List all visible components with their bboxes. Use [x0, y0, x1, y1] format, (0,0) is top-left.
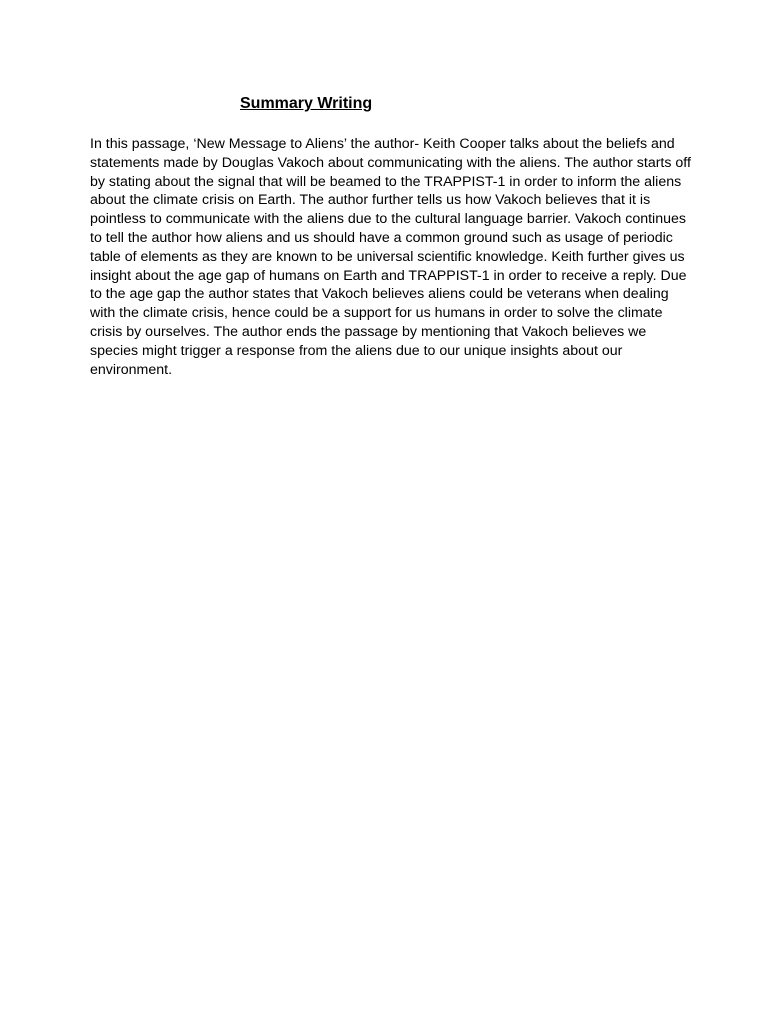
- paragraph-line: insight about the age gap of humans on Earth and TRAPPIST-1 in order to receive a reply. Due: [90, 267, 687, 284]
- paragraph-line: about the climate crisis on Earth. The author further tells us how Vakoch believes that it is: [90, 192, 651, 209]
- paragraph-line: statements made by Douglas Vakoch about communicating with the aliens. The author starts off: [90, 154, 691, 171]
- paragraph-line: In this passage, ‘New Message to Aliens’ the author- Keith Cooper talks about the beliefs and: [90, 136, 675, 152]
- document-title: Summary Writing: [240, 95, 373, 112]
- paragraph-line: table of elements as they are known to be universal scientific knowledge. Keith further gives us: [90, 248, 685, 265]
- summary-paragraph: [90, 135, 691, 379]
- paragraph-line: environment.: [90, 361, 173, 378]
- paragraph-line: with the climate crisis, hence could be a support for us humans in order to solve the climate: [90, 305, 663, 322]
- paragraph-line: crisis by ourselves. The author ends the passage by mentioning that Vakoch believes we: [90, 323, 647, 340]
- paragraph-line: species might trigger a response from the aliens due to our unique insights about our: [90, 342, 623, 359]
- paragraph-line: by stating about the signal that will be beamed to the TRAPPIST-1 in order to inform the aliens: [90, 173, 682, 190]
- paragraph-line: pointless to communicate with the aliens due to the cultural language barrier. Vakoch continues: [90, 211, 686, 228]
- paragraph-line: to the age gap the author states that Vakoch believes aliens could be veterans when dealing: [90, 286, 669, 303]
- paragraph-line: to tell the author how aliens and us should have a common ground such as usage of periodic: [90, 229, 673, 246]
